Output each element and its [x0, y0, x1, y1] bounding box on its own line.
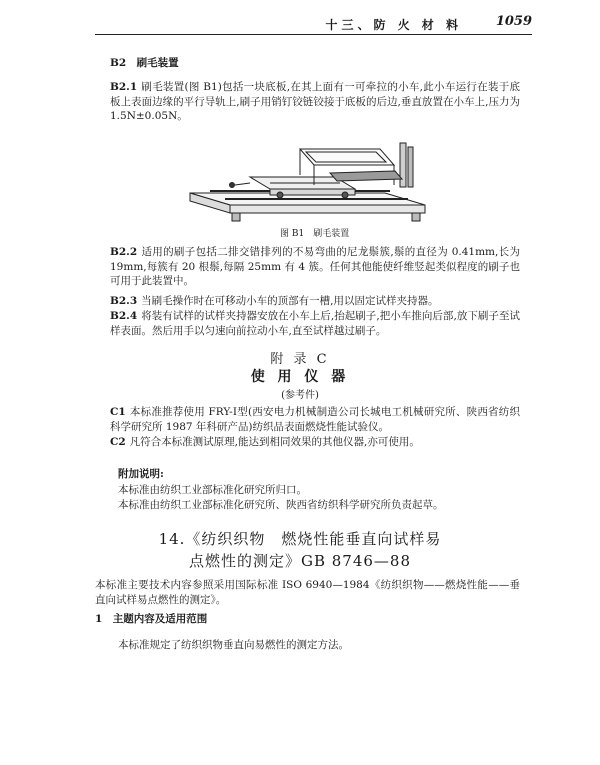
paragraph-b2-3 [110, 294, 520, 309]
additional-notes-line: 本标准由纺织工业部标准化研究所归口。 [118, 484, 307, 496]
clause-number: B2.1 [110, 81, 138, 93]
additional-notes-heading: 附加说明: [118, 468, 164, 480]
standard-title-line1: 14.《纺织织物 燃烧性能垂直向试样易 [158, 530, 442, 548]
clause-text: 刷毛装置(图 B1)包括一块底板,在其上面有一可牵拉的小车,此小车运行在装于底板上表面边缘的平行导轨上,刷子用销钉铰链铰接于底板的后边,垂直放置在小车上,压力为 1.5N±0.05N。 [110, 81, 520, 122]
clause-number: B2.4 [110, 310, 138, 322]
appendix-c-label: 附 录 C [270, 352, 330, 367]
clause-number: B2.2 [110, 246, 138, 258]
clause-text: 将装有试样的试样夹持器安放在小车上后,抬起刷子,把小车推向后部,放下刷子至试样表面。然后用手以匀速向前拉动小车,直至试样越过刷子。 [110, 310, 520, 337]
page-number: 1059 [495, 14, 532, 29]
clause-number: C1 [110, 406, 126, 418]
clause-text: 本标准推荐使用 FRY-Ⅰ型(西安电力机械制造公司长城电工机械研究所、陕西省纺织科学研究所 1987 年科研产品)纺织品表面燃烧性能试验仪。 [110, 406, 520, 433]
clause-text: 适用的刷子包括二排交错排列的不易弯曲的尼龙鬃簇,鬃的直径为 0.41mm,长为 19mm,每簇有 20 根鬃,每隔 25mm 有 4 簇。任何其他能使纤维竖起类似程度的刷子也可用于此装置中。 [110, 246, 520, 287]
section-1-text: 本标准规定了纺织织物垂直向易燃性的测定方法。 [118, 639, 349, 651]
page-header [95, 12, 532, 35]
clause-text: 凡符合本标准测试原理,能达到相同效果的其他仪器,亦可使用。 [129, 436, 420, 448]
paragraph-c1 [110, 405, 520, 434]
paragraph-b2-2 [110, 245, 520, 289]
standard-title-line2: 点燃性的测定》GB 8746—88 [188, 552, 412, 570]
clause-text: 当刷毛操作时在可移动小车的顶部有一槽,用以固定试样夹持器。 [141, 295, 439, 307]
clause-number: B2.3 [110, 295, 138, 307]
running-title: 十三、防 火 材 料 [325, 18, 462, 32]
section-b2-heading: B2 刷毛装置 [110, 57, 179, 69]
brush-device-figure [180, 125, 430, 225]
appendix-c-note: (参考件) [281, 390, 319, 401]
figure-caption: 图 B1 刷毛装置 [280, 229, 350, 239]
section-1-heading: 1 主题内容及适用范围 [95, 613, 208, 625]
paragraph-b2-1 [110, 80, 520, 124]
paragraph-b2-4 [110, 309, 520, 338]
appendix-c-title: 使 用 仪 器 [250, 369, 350, 385]
paragraph-c2 [110, 435, 520, 450]
additional-notes-line: 本标准由纺织工业部标准化研究所、陕西省纺织科学研究所负责起草。 [118, 499, 444, 511]
standard-intro: 本标准主要技术内容参照采用国际标准 ISO 6940—1984《纺织织物——燃烧性能——垂直向试样易点燃性的测定》。 [95, 579, 520, 606]
clause-number: C2 [110, 436, 126, 448]
